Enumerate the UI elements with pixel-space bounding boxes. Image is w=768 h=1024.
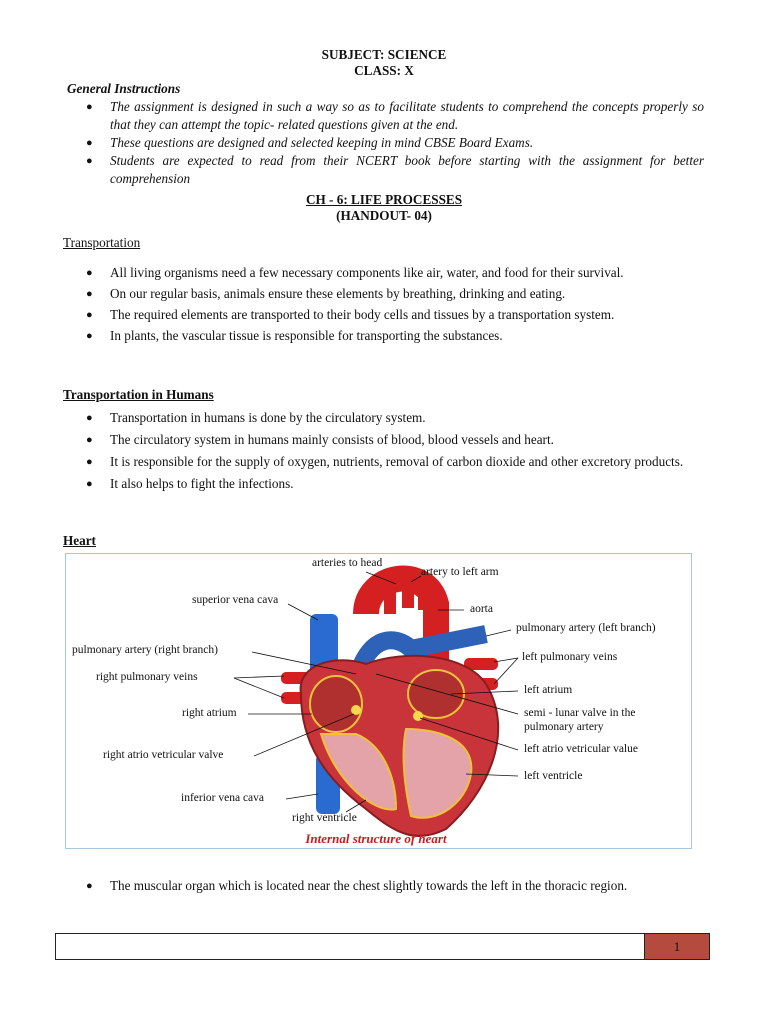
instructions-list xyxy=(0,98,768,188)
label-semilunar-valve: semi - lunar valve in the xyxy=(524,707,636,719)
list-item: ● These questions are designed and selected keeping in mind CBSE Board Exams. xyxy=(0,134,704,152)
label-right-av-valve: right atrio vetricular valve xyxy=(103,749,224,761)
chapter-title: CH - 6: LIFE PROCESSES xyxy=(305,192,463,207)
label-left-ventricle: left ventricle xyxy=(524,770,583,782)
label-right-pulmonary-veins: right pulmonary veins xyxy=(96,671,198,683)
label-right-ventricle: right ventricle xyxy=(292,812,357,824)
label-semilunar-valve-2: pulmonary artery xyxy=(524,721,604,733)
label-inferior-vena-cava: inferior vena cava xyxy=(181,792,265,804)
valve-shape xyxy=(351,705,361,715)
artery-shape xyxy=(418,576,430,610)
list-item: ● The assignment is designed in such a way so as to facilitate students to comprehend the concepts properly so that they can attempt the topic- related questions given at the end. xyxy=(0,98,704,134)
label-left-av-valve: left atrio vetricular value xyxy=(524,743,638,755)
list-item: ● It is responsible for the supply of oxygen, nutrients, removal of carbon dioxide and other excretory products. xyxy=(0,453,704,471)
list-item: ● The circulatory system in humans mainly consists of blood, blood vessels and heart. xyxy=(0,431,704,449)
list-item: ● Transportation in humans is done by the circulatory system. xyxy=(0,409,704,427)
list-item: ● It also helps to fight the infections. xyxy=(0,475,704,493)
label-right-atrium: right atrium xyxy=(182,707,237,719)
label-superior-vena-cava: superior vena cava xyxy=(192,594,279,606)
section-heading-heart: Heart xyxy=(63,533,96,548)
section-heading-humans: Transportation in Humans xyxy=(63,387,214,402)
label-arteries-to-head: arteries to head xyxy=(312,557,383,569)
label-left-pulmonary-veins: left pulmonary veins xyxy=(522,651,618,663)
instructions-title: General Instructions xyxy=(67,81,181,96)
list-item: ● All living organisms need a few necessary components like air, water, and food for their survival. xyxy=(0,264,704,282)
label-aorta: aorta xyxy=(470,603,493,615)
label-pulmonary-artery-left: pulmonary artery (left branch) xyxy=(516,622,656,634)
page-number: 1 xyxy=(644,934,709,959)
label-pulmonary-artery-right: pulmonary artery (right branch) xyxy=(72,644,218,656)
list-item: ● On our regular basis, animals ensure these elements by breathing, drinking and eating. xyxy=(0,285,704,303)
section-heading-transportation: Transportation xyxy=(63,235,141,250)
label-left-atrium: left atrium xyxy=(524,684,573,696)
transportation-list xyxy=(0,264,768,345)
subject-title: SUBJECT: SCIENCE xyxy=(321,47,447,62)
heart-diagram xyxy=(65,553,692,849)
page-footer xyxy=(55,933,710,960)
heart-illustration xyxy=(66,554,691,848)
list-item: ● In plants, the vascular tissue is responsible for transporting the substances. xyxy=(0,327,704,345)
list-item: ● The required elements are transported to their body cells and tissues by a transportation system. xyxy=(0,306,704,324)
valve-shape xyxy=(413,711,423,721)
humans-list xyxy=(0,409,768,493)
artery-shape xyxy=(402,568,414,608)
list-item: ● Students are expected to read from their NCERT book before starting with the assignment for better comprehension xyxy=(0,152,704,188)
handout-title: (HANDOUT- 04) xyxy=(336,208,432,223)
label-artery-left-arm: artery to left arm xyxy=(421,566,499,578)
right-atrium-shape xyxy=(310,676,362,732)
class-title: CLASS: X xyxy=(354,63,414,78)
heart-list xyxy=(0,877,768,895)
diagram-caption: Internal structure of heart xyxy=(305,831,447,846)
list-item: ● The muscular organ which is located near the chest slightly towards the left in the thoracic region. xyxy=(0,877,704,895)
